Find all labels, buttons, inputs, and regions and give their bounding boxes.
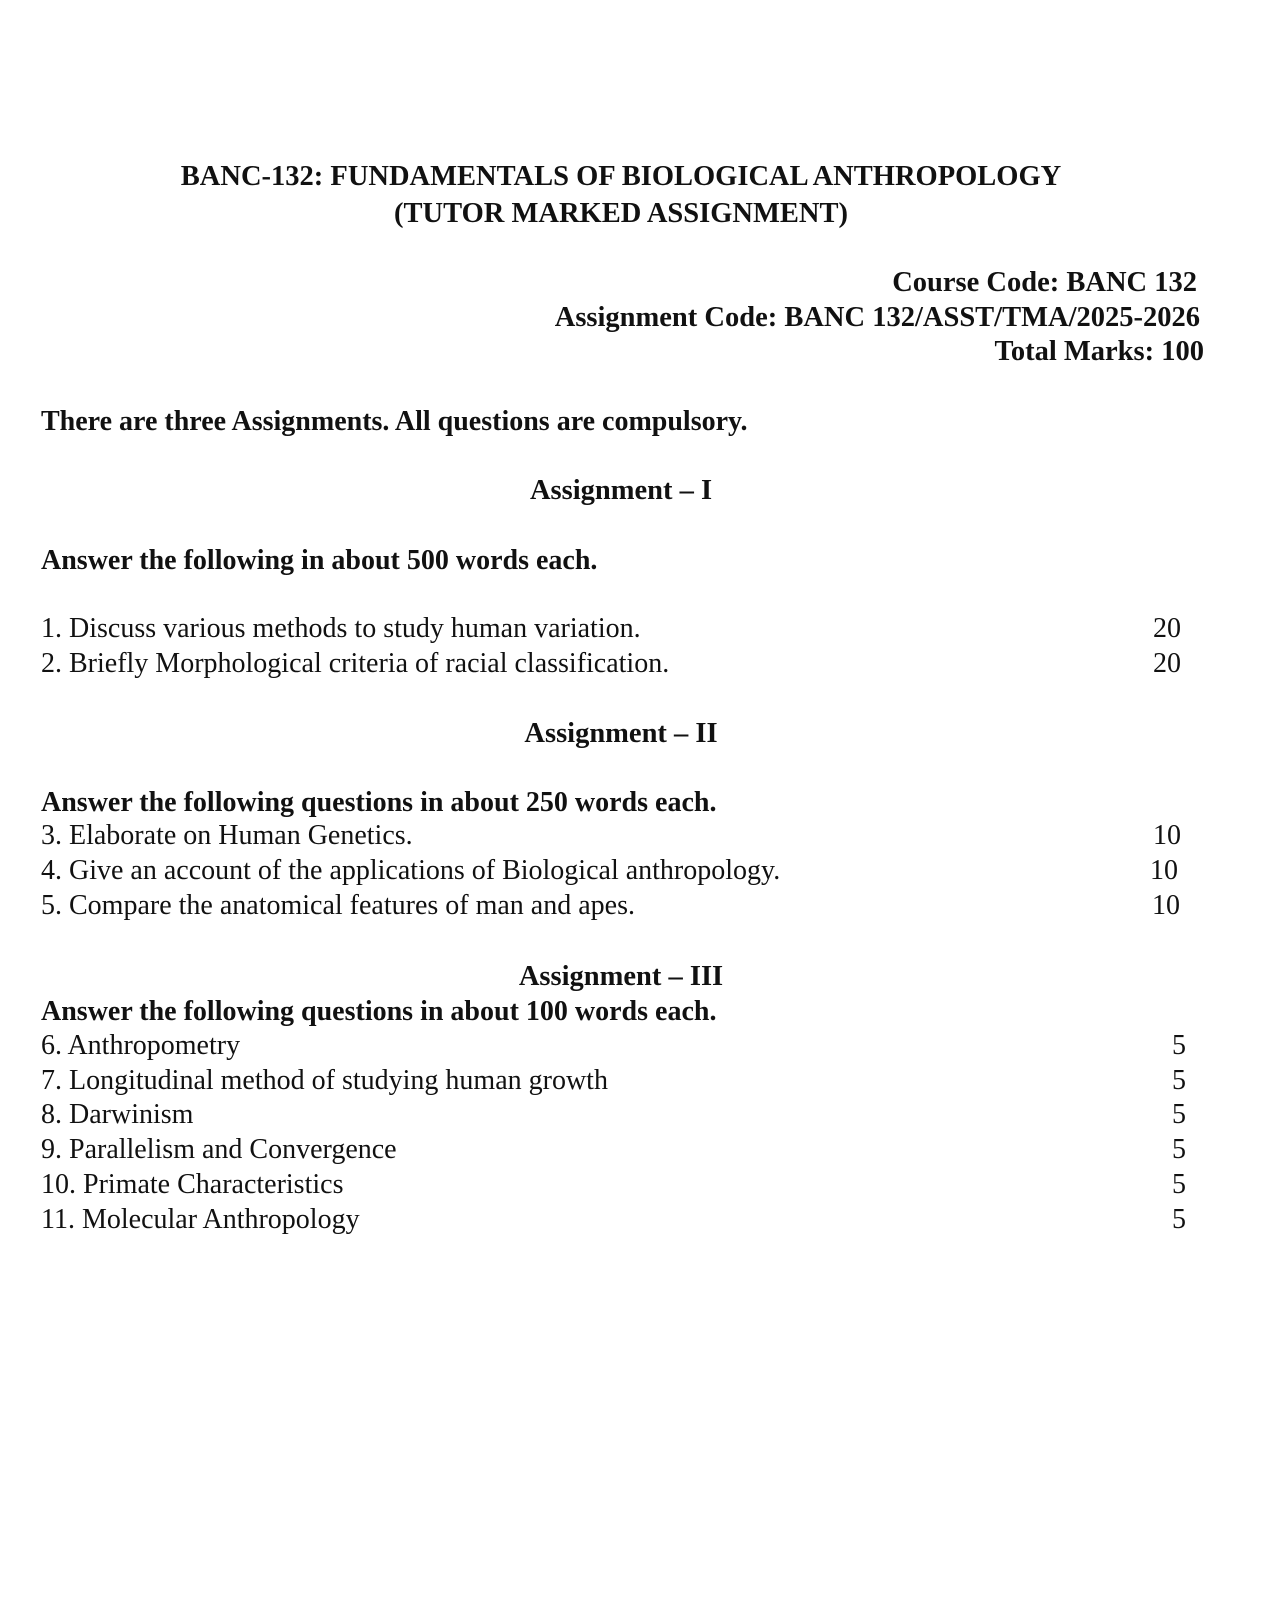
- question-2-marks: 20: [1153, 648, 1181, 679]
- question-10: 10. Primate Characteristics: [41, 1169, 344, 1200]
- question-1-marks: 20: [1153, 613, 1181, 644]
- assignment-2-instruction: Answer the following questions in about 250 words each.: [41, 787, 717, 818]
- question-6: 6. Anthropometry: [41, 1030, 241, 1061]
- question-5-marks: 10: [1152, 890, 1180, 921]
- course-code: Course Code: BANC 132: [892, 267, 1197, 298]
- assignment-1-instruction: Answer the following in about 500 words each.: [41, 545, 598, 576]
- question-2: 2. Briefly Morphological criteria of racial classification.: [41, 648, 670, 679]
- question-6-marks: 5: [1172, 1030, 1186, 1061]
- question-4: 4. Give an account of the applications of Biological anthropology.: [41, 855, 781, 886]
- question-7: 7. Longitudinal method of studying human growth: [41, 1065, 608, 1096]
- question-9-marks: 5: [1172, 1134, 1186, 1165]
- question-3-marks: 10: [1153, 820, 1181, 851]
- total-marks: Total Marks: 100: [994, 336, 1204, 367]
- assignment-1-heading: Assignment – I: [529, 475, 713, 506]
- assignment-2-heading: Assignment – II: [524, 718, 718, 749]
- question-5: 5. Compare the anatomical features of man and apes.: [41, 890, 635, 921]
- question-3: 3. Elaborate on Human Genetics.: [41, 820, 413, 851]
- assignment-3-heading: Assignment – III: [518, 961, 724, 992]
- question-10-marks: 5: [1172, 1169, 1186, 1200]
- question-1: 1. Discuss various methods to study human variation.: [41, 613, 641, 644]
- question-7-marks: 5: [1172, 1065, 1186, 1096]
- assignment-code: Assignment Code: BANC 132/ASST/TMA/2025-2026: [554, 302, 1200, 333]
- general-instruction: There are three Assignments. All questions are compulsory.: [41, 406, 748, 437]
- question-9: 9. Parallelism and Convergence: [41, 1134, 397, 1165]
- question-11: 11. Molecular Anthropology: [41, 1204, 360, 1235]
- question-8: 8. Darwinism: [41, 1099, 194, 1130]
- page-title: BANC-132: FUNDAMENTALS OF BIOLOGICAL ANTHROPOLOGY: [180, 161, 1062, 192]
- assignment-3-instruction: Answer the following questions in about 100 words each.: [41, 996, 717, 1027]
- question-11-marks: 5: [1172, 1204, 1186, 1235]
- question-4-marks: 10: [1150, 855, 1178, 886]
- question-8-marks: 5: [1172, 1099, 1186, 1130]
- page-subtitle: (TUTOR MARKED ASSIGNMENT): [394, 198, 848, 229]
